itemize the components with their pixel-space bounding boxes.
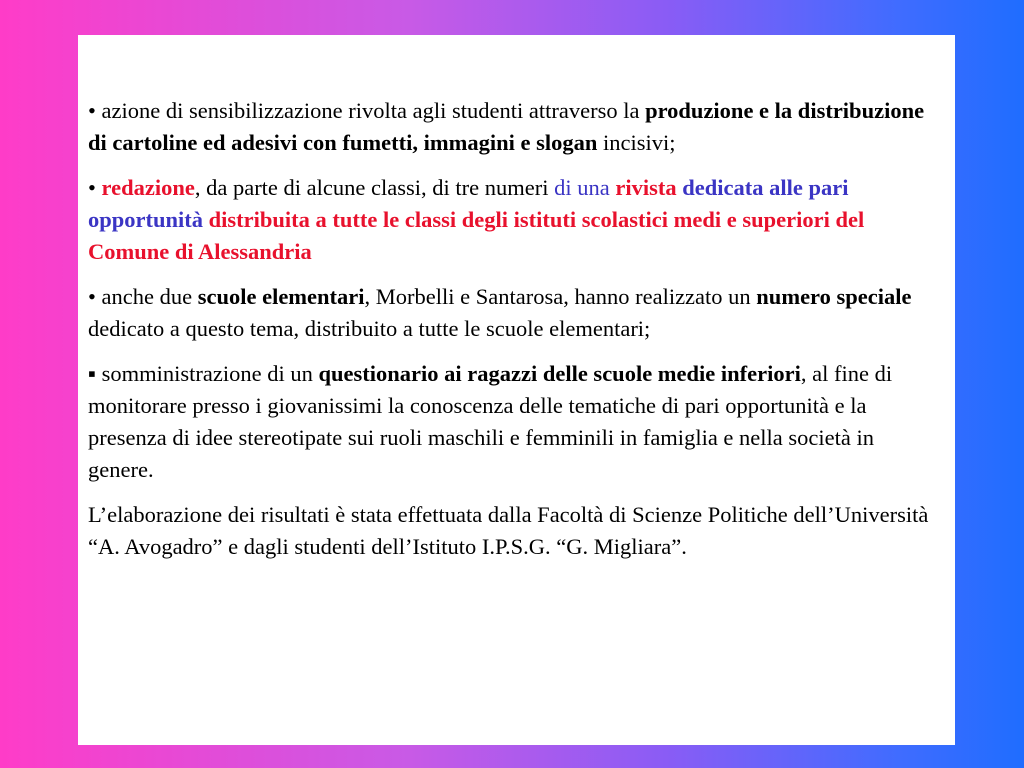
paragraph-rivista (88, 172, 945, 268)
paragraph-scuole-elementari (88, 281, 945, 345)
red-bold-text: rivista (615, 175, 677, 200)
bold-text: scuole elementari (197, 284, 365, 309)
text: dedicato a questo tema, distribuito a tutte le scuole elementari; (88, 316, 651, 341)
text: , Morbelli e Santarosa, hanno realizzato un (364, 284, 757, 309)
text: , da parte di alcune classi, di tre numeri (194, 175, 555, 200)
bullet-icon: • (88, 175, 96, 200)
text: L’elaborazione dei risultati è stata effettuata dalla Facoltà di Scienze Politiche dell’Università “A. Avogadro” e dagli studenti dell’Istituto I.P.S.G. “G. Migliara”. (88, 502, 929, 559)
bullet-icon: • (88, 98, 96, 123)
paragraph-cartoline (88, 95, 945, 159)
bold-text: produzione e la distribuzione di cartoline ed adesivi con fumetti, immagini e slogan (88, 98, 925, 155)
text: , al fine di monitorare presso i giovanissimi la conoscenza delle tematiche di pari opportunità e la presenza di idee stereotipate sui ruoli maschili e femminili in famiglia e nella società in genere. (88, 361, 893, 482)
blue-bold-text: dedicata alle pari opportunità (88, 175, 849, 232)
blue-text: di una (554, 175, 610, 200)
slide-content (78, 35, 955, 745)
red-bold-text: redazione (101, 175, 195, 200)
red-bold-text: distribuita a tutte le classi degli istituti scolastici medi e superiori del Comune di Alessandria (88, 207, 865, 264)
text: anche due (95, 284, 198, 309)
text: somministrazione di un (95, 361, 319, 386)
paragraph-questionario (88, 358, 945, 486)
text: incisivi; (597, 130, 676, 155)
text: azione di sensibilizzazione rivolta agli studenti attraverso la (95, 98, 646, 123)
bold-text: numero speciale (756, 284, 912, 309)
paragraph-elaborazione (88, 499, 945, 563)
square-bullet-icon: ▪ (88, 361, 96, 386)
bold-text: questionario ai ragazzi delle scuole medie inferiori (318, 361, 801, 386)
bullet-icon: • (88, 284, 96, 309)
